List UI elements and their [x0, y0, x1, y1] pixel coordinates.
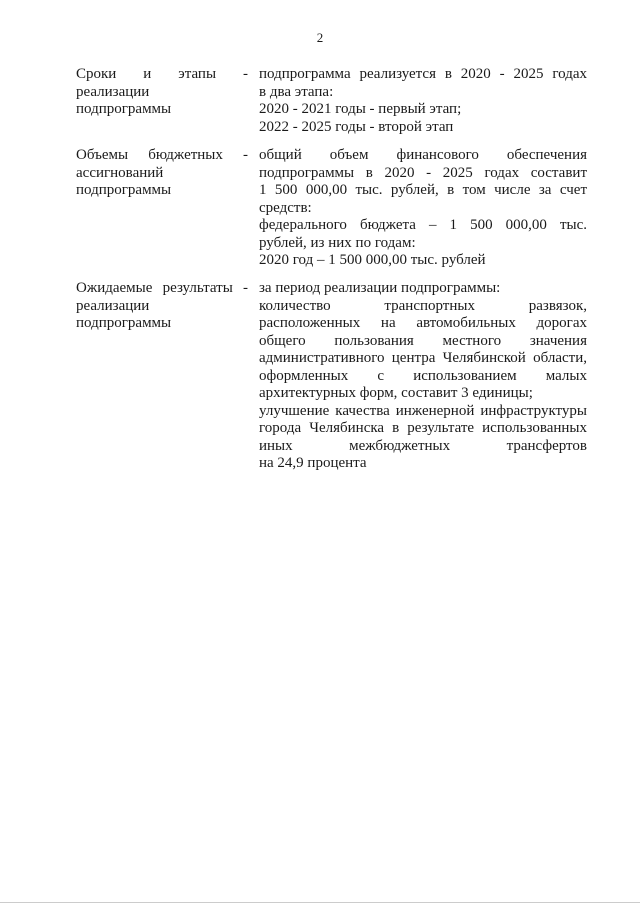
page-bottom-edge: [0, 902, 640, 903]
content-line: подпрограммы в 2020 - 2025 годах составит: [259, 164, 587, 181]
row-label: [76, 280, 248, 333]
content-line: 2022 - 2025 годы - второй этап: [259, 118, 454, 135]
content-line: федерального бюджета – 1 500 000,00 тыс.: [259, 217, 587, 233]
content-line: расположенных на автомобильных дорогах: [259, 315, 587, 331]
content-line: общий объем финансового обеспечения: [259, 147, 587, 163]
content-line: 1 500 000,00 тыс. рублей, в том числе за счет: [259, 182, 587, 198]
content-line: рублей, из них по годам:: [259, 234, 416, 251]
label-line: Объемы бюджетных -: [76, 147, 248, 163]
label-line: Сроки и этапы -: [76, 66, 248, 82]
label-line: Ожидаемые результаты -: [76, 280, 248, 296]
label-line: реализации: [76, 83, 150, 100]
content-line: в два этапа:: [259, 83, 334, 100]
content-line: административного центра Челябинской области,: [259, 350, 587, 366]
content-line: за период реализации подпрограммы:: [259, 280, 501, 296]
row-content: [259, 147, 587, 270]
content-line: общего пользования местного значения: [259, 332, 587, 349]
row-label: [76, 147, 248, 200]
label-line: реализации: [76, 297, 150, 314]
row-content: [259, 66, 587, 136]
content-line: количество транспортных развязок,: [259, 297, 587, 314]
row-label: [76, 66, 248, 119]
content-line: улучшение качества инженерной инфраструктуры: [259, 402, 587, 419]
content-line: 2020 год – 1 500 000,00 тыс. рублей: [259, 252, 486, 268]
label-line: подпрограммы: [76, 315, 172, 331]
label-line: подпрограммы: [76, 182, 172, 198]
content-line: архитектурных форм, составит 3 единицы;: [259, 385, 533, 401]
page-number: 2: [316, 30, 324, 45]
content-line: оформленных с использованием малых: [259, 367, 587, 384]
content-line: 2020 - 2021 годы - первый этап;: [259, 101, 462, 117]
content-line: подпрограмма реализуется в 2020 - 2025 годах: [259, 66, 587, 82]
content-line: иных межбюджетных трансфертов: [259, 437, 587, 454]
label-line: подпрограммы: [76, 101, 172, 117]
content-line: города Челябинска в результате использованных: [259, 420, 587, 436]
row-content: [259, 280, 587, 473]
content-line: на 24,9 процента: [259, 455, 367, 471]
content-line: средств:: [259, 199, 312, 216]
label-line: ассигнований: [76, 164, 164, 181]
